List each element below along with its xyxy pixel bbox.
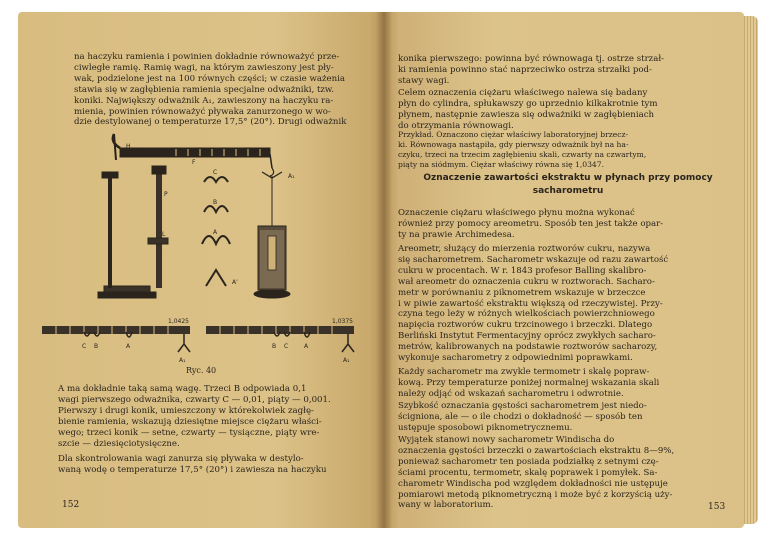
label-A: A xyxy=(213,229,218,236)
text-line: Każdy sacharometr ma zwykle termometr i skalę popraw- xyxy=(398,367,650,377)
text-line: Szybkość oznaczania gęstości sacharometrem jest niedo- xyxy=(398,401,647,411)
scale1-label-A1: A₁ xyxy=(179,357,186,364)
text-line: metr w porównaniu z piknometrem wskazuje w brzeczce xyxy=(398,287,646,298)
right-para2 xyxy=(398,88,738,132)
text-line: waną wodę o temperaturze 17,5° (20°) i zawiesza na haczyku xyxy=(58,464,327,475)
text-line: stawy wagi. xyxy=(398,75,450,86)
text-line: konika pierwszego: powinna być równowaga tj. ostrze strzał- xyxy=(398,54,665,64)
text-line: Pierwszy i drugi konik, umieszczony w którekolwiek zagłę- xyxy=(58,405,314,416)
right-para3 xyxy=(398,208,738,241)
beam-scale-2 xyxy=(206,326,354,352)
heading-line: sacharometru xyxy=(532,186,604,196)
book-gutter xyxy=(376,12,392,528)
text-line: ustępuje sposobowi piknometrycznemu. xyxy=(398,422,573,433)
text-line: Berliński Instytut Fermentacyjny oprócz zwykłych sacharo- xyxy=(398,331,656,342)
text-line: ty na prawie Archimedesa. xyxy=(398,229,515,240)
left-paragraph-top xyxy=(74,52,364,128)
text-line: płynem, następnie zawiesza się odważniki w zagłębieniach xyxy=(398,109,655,120)
scale1-reading: 1,0425 xyxy=(168,318,189,325)
scale2-label-C: C xyxy=(284,343,289,350)
text-line: do otrzymania równowagi. xyxy=(398,120,514,131)
text-line: ścigniona, ale — o ile chodzi o dokładność — sposób ten xyxy=(398,411,643,422)
label-L: L xyxy=(162,231,166,238)
section-heading xyxy=(398,172,738,198)
right-para6 xyxy=(398,401,738,434)
text-line: czyna tego leży w różnych wielkościach powierzchniowego xyxy=(398,309,655,320)
text-line: bienie ramienia, wskazują dziesiętne miejsce ciężaru właści- xyxy=(58,416,322,427)
right-para1 xyxy=(398,54,738,87)
right-para7 xyxy=(398,435,738,511)
text-line: ki ramienia powinno stać naprzeciwko ostrza strzałki pod- xyxy=(398,64,652,75)
text-line: wany w laboratorium. xyxy=(398,500,494,511)
text-line: Areometr, służący do mierzenia roztworów cukru, nazywa xyxy=(398,244,651,254)
text-line: należy odjąć od wskazań sacharometru i odwrotnie. xyxy=(398,388,624,399)
text-line: koniki. Największy odważnik A₁, zawieszony na haczyku ra- xyxy=(74,95,334,106)
scale1-label-A: A xyxy=(126,343,131,350)
text-line: wał areometr do oznaczenia cukru w roztworach. Sacharo- xyxy=(398,276,655,287)
text-line: na haczyku ramienia i powinien dokładnie równoważyć prze- xyxy=(74,52,340,62)
text-line: się sacharometrem. Sacharometr wskazuje od razu zawartość xyxy=(398,254,669,265)
text-line: dzie destylowanej o temperaturze 17,5° (20°). Drugi odważnik xyxy=(74,117,347,128)
text-line: ciwległe ramię. Ramię wagi, na którym zawieszony jest pły- xyxy=(74,62,334,73)
text-line: metrów, kalibrowanych na podstawie roztworów sacharozy, xyxy=(398,342,658,353)
text-line: pomiarowi metodą piknometryczną i może być z korzyścią uży- xyxy=(398,489,673,500)
text-line: Celem oznaczenia ciężaru właściwego nalewa się badany xyxy=(398,88,648,98)
text-line: napięcia roztworów cukru trzcinowego i brzeczki. Dlatego xyxy=(398,320,653,331)
text-line: czyku, trzeci na trzecim zagłębieniu skali, czwarty na czwartym, xyxy=(398,150,647,159)
text-line: mienia, powinien równoważyć pływaka zanurzonego w wo- xyxy=(74,106,331,117)
text-line: wagi pierwszego odważnika, czwarty C — 0,01, piąty — 0,001. xyxy=(58,394,331,405)
scale2-label-A1: A₁ xyxy=(343,357,350,364)
text-line: Przykład. Oznaczono ciężar właściwy laboratoryjnej brzecz- xyxy=(398,130,629,139)
text-line: wykonuje sacharometry z odpowiednimi poprawkami. xyxy=(398,353,633,364)
text-line: ki. Równowaga nastąpiła, gdy pierwszy odważnik był na ha- xyxy=(398,140,629,149)
text-line: cukru w procentach. W r. 1843 profesor Balling skalibro- xyxy=(398,265,647,276)
label-P: P xyxy=(164,191,168,198)
scale2-label-B: B xyxy=(272,343,277,350)
text-line: wak, podzielone jest na 100 równych części; w czasie ważenia xyxy=(74,73,345,84)
right-example xyxy=(398,130,738,170)
text-line: i w piwie zawartość ekstraktu większą od rzeczywistej. Przy- xyxy=(398,298,663,309)
scale2-reading: 1,0375 xyxy=(332,318,353,325)
text-line: ściami procentu, termometr, skalę poprawek i pomyłek. Sa- xyxy=(398,467,658,478)
text-line: Wyjątek stanowi nowy sacharometr Windischa do xyxy=(398,435,615,445)
text-line: stawia się w zagłębienia ramienia specjalne odważniki, tzw. xyxy=(74,84,334,95)
scale2-label-A: A xyxy=(304,343,309,350)
text-line: A ma dokładnie taką samą wagę. Trzeci B odpowiada 0,1 xyxy=(58,384,307,394)
text-line: kową. Przy temperaturze poniżej normalnej wskazania skali xyxy=(398,377,660,388)
text-line: wego; trzeci konik — setne, czwarty — tysiączne, piąty wre- xyxy=(58,427,320,438)
text-line: oznaczenia gęstości brzeczki o zawartościach ekstraktu 8—9%, xyxy=(398,445,675,456)
text-line: płyn do cylindra, spłukawszy go uprzednio kilkakrotnie tym xyxy=(398,98,658,109)
page-number-left: 152 xyxy=(62,500,80,510)
label-A-prime: A' xyxy=(232,279,238,286)
page-edges xyxy=(744,16,758,524)
text-line: szcie — dziesięciotysięczne. xyxy=(58,438,180,449)
right-para4 xyxy=(398,244,738,364)
text-line: również przy pomocy areometru. Sposób ten jest także opar- xyxy=(398,218,664,229)
heading-line: Oznaczenie zawartości ekstraktu w płynach przy pomocy xyxy=(423,173,713,183)
scale1-label-C: C xyxy=(82,343,87,350)
text-line: Oznaczenie ciężaru właściwego płynu można wykonać xyxy=(398,208,635,218)
label-B: B xyxy=(213,199,218,206)
label-A1: A₁ xyxy=(288,173,295,180)
page-number-right: 153 xyxy=(708,502,726,512)
label-C: C xyxy=(213,169,218,176)
beam-scale-1 xyxy=(42,326,190,352)
left-paragraph-bottom xyxy=(58,384,364,449)
text-line: ponieważ sacharometr ten posiada podziałkę z setnymi czę- xyxy=(398,456,659,467)
label-F: F xyxy=(192,159,196,166)
text-line: charometr Windischa pod względem dokładności nie ustępuje xyxy=(398,478,668,489)
scale1-label-B: B xyxy=(94,343,99,350)
right-para5 xyxy=(398,367,738,400)
left-paragraph-last xyxy=(58,454,364,476)
balance-figure xyxy=(36,118,372,378)
text-line: piąty na siódmym. Ciężar właściwy równa się 1,0347. xyxy=(398,160,605,169)
label-H: H xyxy=(126,143,131,150)
figure-caption: Ryc. 40 xyxy=(186,366,217,375)
text-line: Dla skontrolowania wagi zanurza się pływaka w destylo- xyxy=(58,454,304,464)
